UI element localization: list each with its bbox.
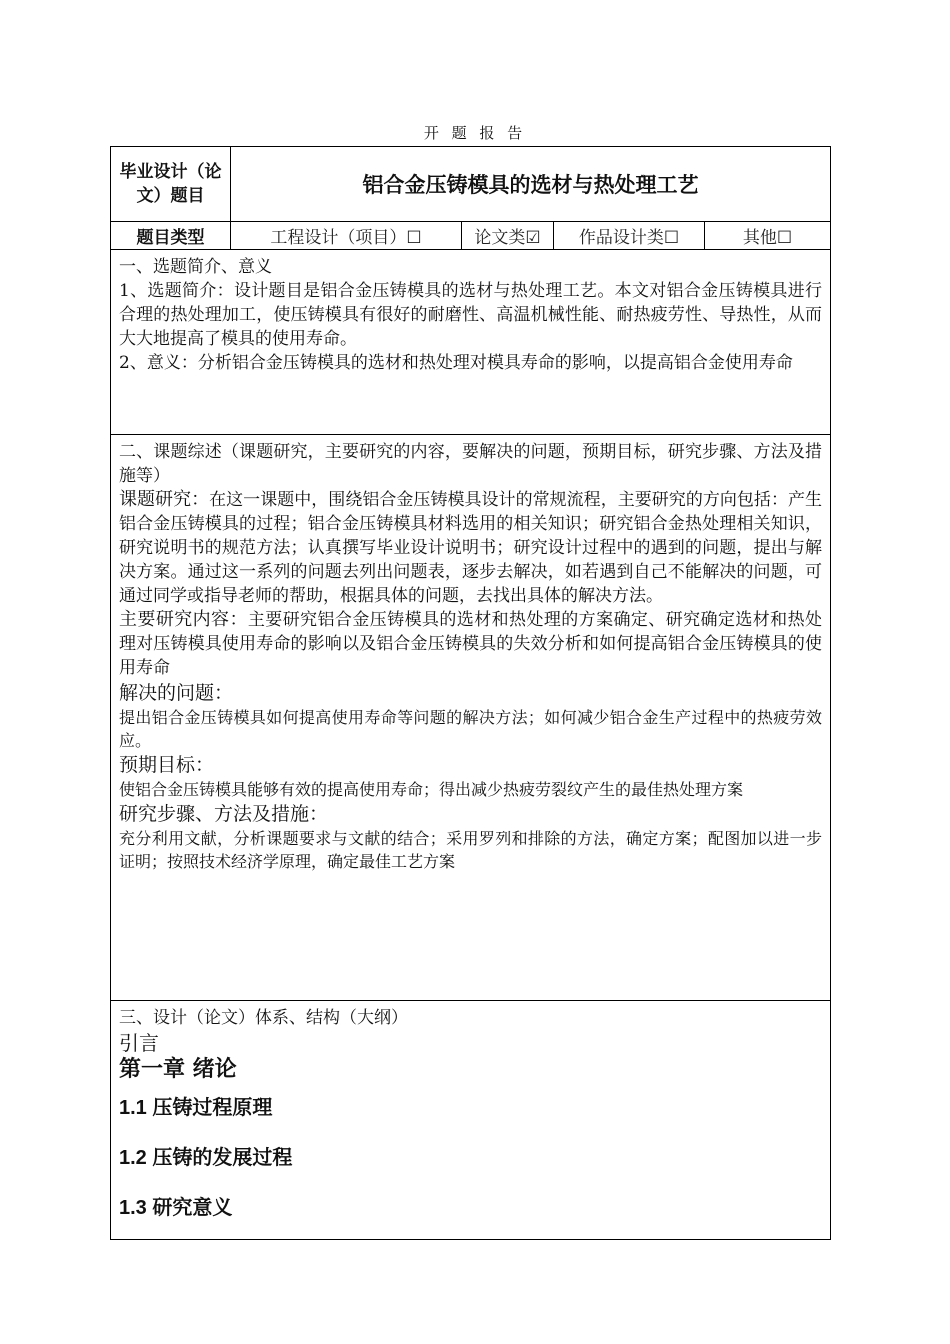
outline-sub-1-3: 1.3 研究意义 bbox=[119, 1197, 233, 1219]
title-value: 铝合金压铸模具的选材与热处理工艺 bbox=[362, 173, 699, 197]
title-row bbox=[111, 147, 830, 222]
report-table bbox=[110, 146, 831, 1240]
content-paragraph bbox=[119, 608, 822, 680]
research-text: 在这一课题中，围绕铝合金压铸模具设计的常规流程，主要研究的方向包括：产生铝合金压铸模具的过程；铝合金压铸模具材料选用的相关知识；研究铝合金热处理相关知识，研究说明书的规范方法；认真撰写毕业设计说明书；研究设计过程中的遇到的问题，提出与解决方案。通过这一系列的问题去列出问题表，逐步去解决，如若遇到自己不能解决的问题，可通过同学或指导老师的帮助，根据具体的问题，去找出具体的解决方法。 bbox=[119, 490, 822, 606]
method-label: 研究步骤、方法及措施： bbox=[119, 803, 329, 825]
section1-significance-paragraph: 2、意义：分析铝合金压铸模具的选材和热处理对模具寿命的影响，以提高铝合金使用寿命 bbox=[119, 353, 793, 373]
type-row bbox=[111, 222, 830, 250]
goal-label: 预期目标： bbox=[119, 754, 215, 776]
content-text: 主要研究铝合金压铸模具的选材和热处理的方案确定、研究确定选材和热处理对压铸模具使用寿命的影响以及铝合金压铸模具的失效分析和如何提高铝合金压铸模具的使用寿命 bbox=[119, 610, 823, 678]
research-paragraph bbox=[119, 488, 822, 608]
problem-text: 提出铝合金压铸模具如何提高使用寿命等问题的解决方法；如何减少铝合金生产过程中的热疲劳效应。 bbox=[119, 708, 822, 750]
title-label: 毕业设计（论文）题目 bbox=[111, 147, 231, 221]
type-label: 题目类型 bbox=[111, 222, 231, 249]
document-title: 开 题 报 告 bbox=[423, 124, 527, 142]
type-option-other[interactable]: 其他☐ bbox=[742, 228, 793, 248]
outline-sub-1-1: 1.1 压铸过程原理 bbox=[119, 1097, 273, 1119]
type-option-thesis[interactable]: 论文类☑ bbox=[462, 222, 554, 249]
outline-chapter-1: 第一章 绪论 bbox=[119, 1057, 237, 1082]
section1-intro-paragraph: 1、选题简介：设计题目是铝合金压铸模具的选材与热处理工艺。本文对铝合金压铸模具进行合理的热处理加工，使压铸模具有很好的耐磨性、高温机械性能、耐热疲劳性、导热性，从而大大地提高了模具的使用寿命。 bbox=[119, 281, 822, 349]
section2-heading: 二、课题综述（课题研究，主要研究的内容，要解决的问题，预期目标，研究步骤、方法及措施等） bbox=[119, 442, 822, 486]
content-label: 主要研究内容： bbox=[119, 609, 248, 630]
problem-label: 解决的问题： bbox=[119, 682, 234, 704]
outline-sub-1-2: 1.2 压铸的发展过程 bbox=[119, 1147, 293, 1169]
type-option-work-design[interactable]: 作品设计类☐ bbox=[554, 222, 705, 249]
section-outline bbox=[111, 1001, 830, 1239]
outline-intro: 引言 bbox=[119, 1031, 159, 1055]
section-topic-intro bbox=[111, 250, 830, 435]
section-overview bbox=[111, 435, 830, 1001]
research-label: 课题研究： bbox=[119, 489, 210, 510]
section3-heading: 三、设计（论文）体系、结构（大纲） bbox=[119, 1008, 408, 1028]
method-text: 充分利用文献，分析课题要求与文献的结合；采用罗列和排除的方法，确定方案；配图加以进一步证明；按照技术经济学原理，确定最佳工艺方案 bbox=[119, 829, 822, 871]
type-option-engineering[interactable]: 工程设计（项目）☐ bbox=[231, 222, 462, 249]
section1-heading: 一、选题简介、意义 bbox=[119, 257, 272, 277]
goal-text: 使铝合金压铸模具能够有效的提高使用寿命；得出减少热疲劳裂纹产生的最佳热处理方案 bbox=[119, 780, 744, 799]
